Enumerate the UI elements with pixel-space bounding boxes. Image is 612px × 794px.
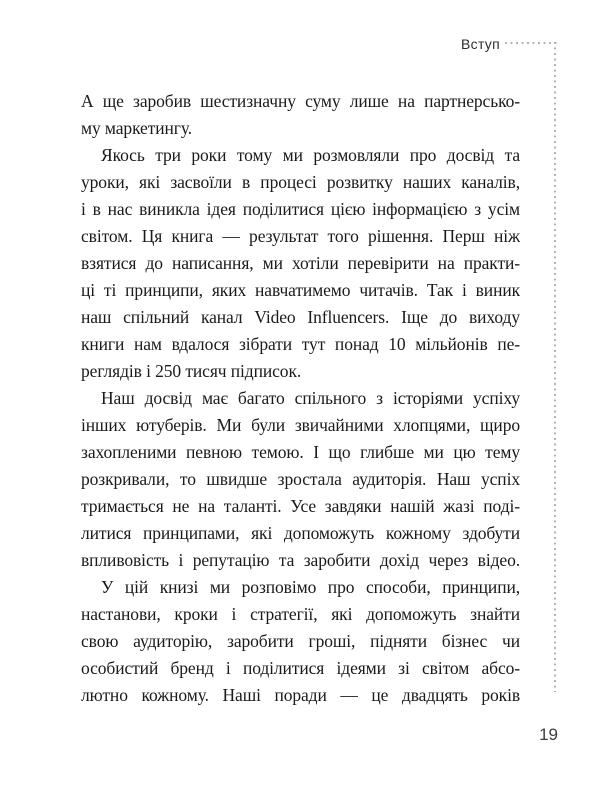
text-line: і в нас виникла ідея поділитися цією інформацією з усім xyxy=(81,199,520,219)
text-line: реглядів і 250 тисяч підписок. xyxy=(81,361,302,381)
section-title: Вступ xyxy=(461,36,500,52)
text-line: світом. Ця книга — результат того рішення. Перш ніж xyxy=(81,226,520,246)
body-text xyxy=(81,88,520,709)
text-line: Наш досвід має багато спільного з історіями успіху xyxy=(101,388,520,408)
text-line: уроки, які засвоїли в процесі розвитку наших каналів, xyxy=(81,172,520,192)
text-line: розкривали, то швидше зростала аудиторія. Наш успіх xyxy=(81,469,520,489)
dotted-line-vertical xyxy=(554,42,556,692)
text-line: настанови, кроки і стратегії, які допоможуть знайти xyxy=(81,604,520,624)
text-line: У цій книзі ми розповімо про способи, принципи, xyxy=(101,577,520,597)
text-line: захопленими певною темою. І що глибше ми цю тему xyxy=(81,442,520,462)
text-line: наш спільний канал Video Influencers. Іще до виходу xyxy=(81,307,520,327)
text-line: лютно кожному. Наші поради — це двадцять років xyxy=(81,685,520,705)
text-line: Якось три роки тому ми розмовляли про досвід та xyxy=(101,145,520,165)
paragraph xyxy=(81,385,520,574)
text-line: му маркетингу. xyxy=(81,118,193,138)
paragraph xyxy=(81,88,520,142)
text-line: ці ті принципи, яких навчатимемо читачів. Так і виник xyxy=(81,280,520,300)
text-line: взятися до написання, ми хотіли перевірити на практи- xyxy=(81,253,520,273)
text-line: особистий бренд і поділитися ідеями зі світом абсо- xyxy=(81,658,520,678)
paragraph xyxy=(81,142,520,385)
text-line: книги нам вдалося зібрати тут понад 10 мільйонів пе- xyxy=(81,334,520,354)
text-line: свою аудиторію, заробити гроші, підняти бізнес чи xyxy=(81,631,520,651)
text-line: литися принципами, які допоможуть кожному здобути xyxy=(81,523,520,543)
text-line: тримається не на таланті. Усе завдяки нашій жазі поді- xyxy=(81,496,520,516)
dotted-line-horizontal xyxy=(505,42,557,44)
text-line: впливовість і репутацію та заробити дохід через відео. xyxy=(81,550,520,570)
page-number: 19 xyxy=(539,725,558,744)
text-line: А ще заробив шестизначну суму лише на партнерсько- xyxy=(81,91,520,111)
text-line: інших ютуберів. Ми були звичайними хлопцями, щиро xyxy=(81,415,520,435)
paragraph xyxy=(81,574,520,709)
